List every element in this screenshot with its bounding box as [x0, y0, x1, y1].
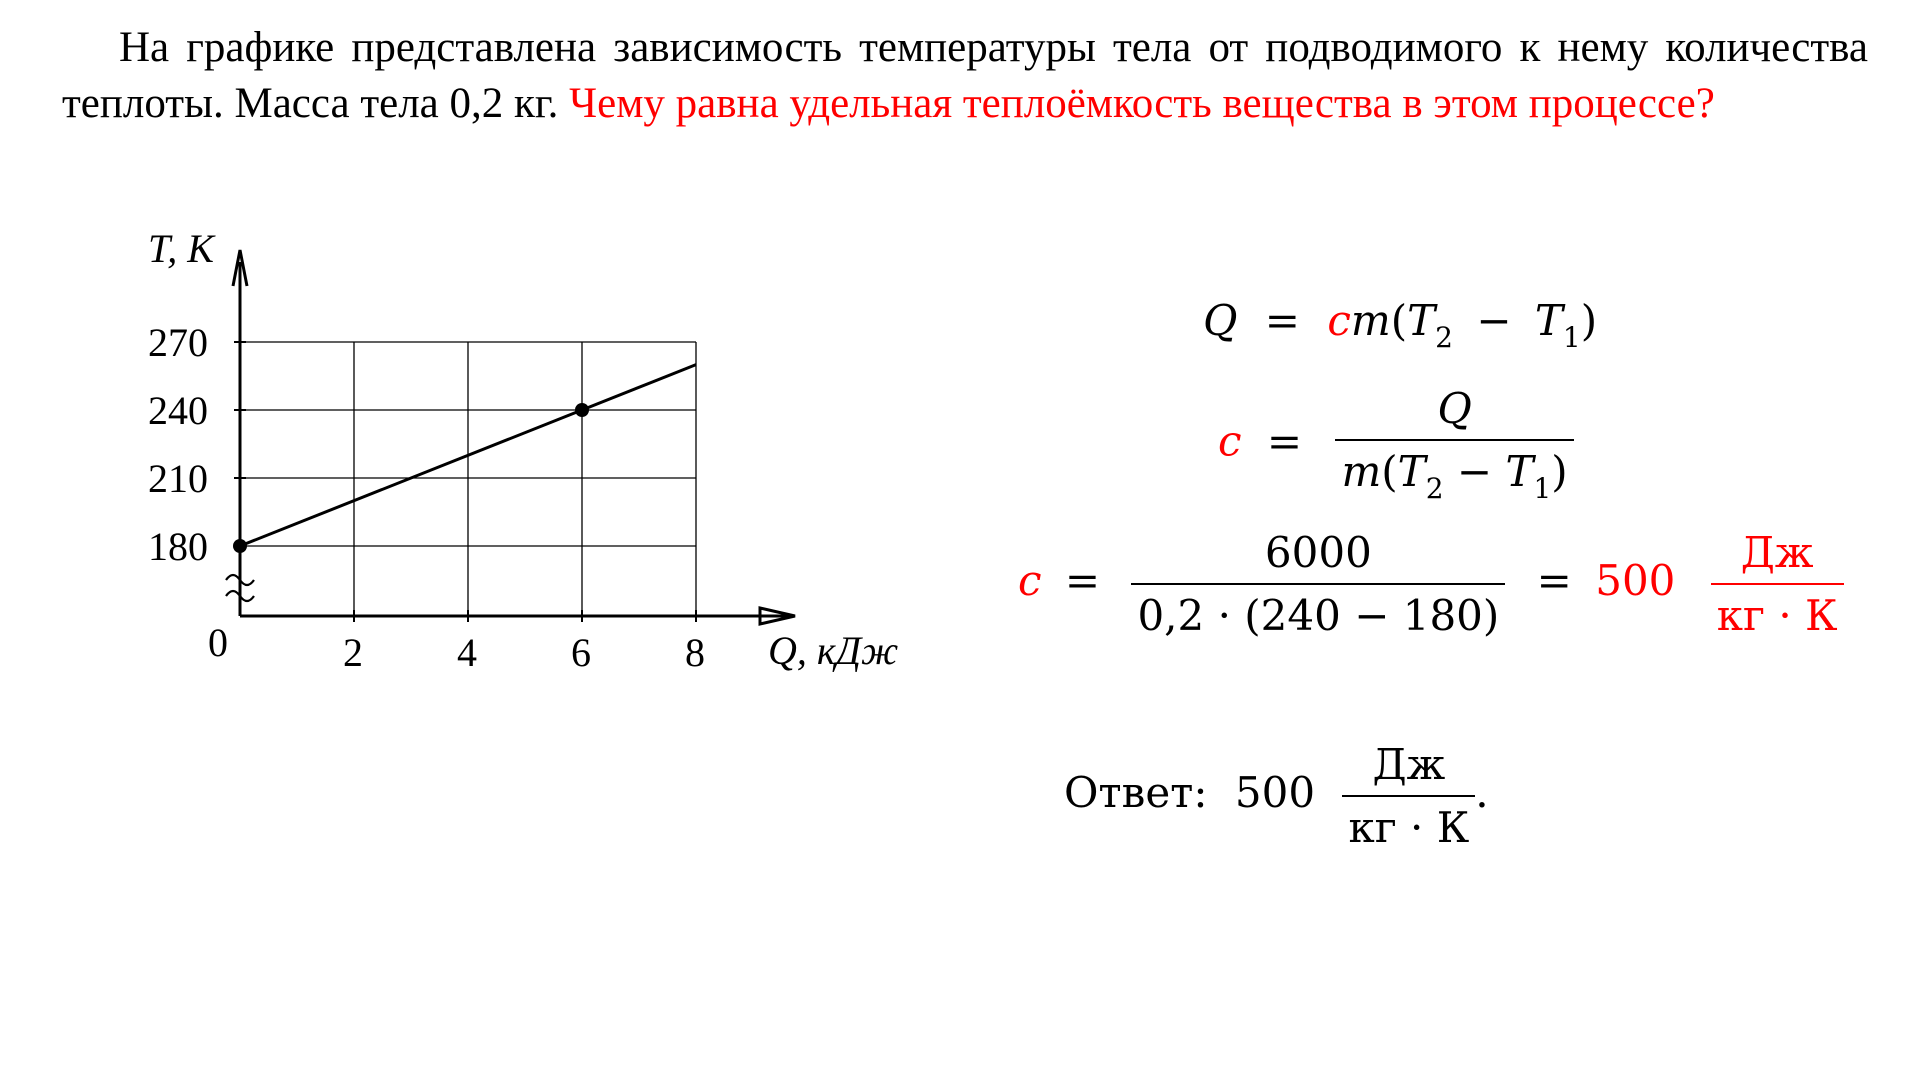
formula-t1: T	[1534, 296, 1563, 345]
answer-value: 500	[1234, 768, 1316, 817]
y-tick-label: 180	[148, 524, 208, 569]
formula-q: Q	[1203, 296, 1238, 345]
formula-c-numeric	[1018, 528, 1852, 640]
y-tick-label: 240	[148, 388, 208, 433]
formula2-fraction	[1335, 384, 1573, 505]
formula2-c: c	[1218, 416, 1242, 466]
formula-t2-sub: 2	[1435, 321, 1453, 354]
formula-minus: −	[1476, 296, 1512, 345]
formula-rparen: )	[1580, 296, 1598, 345]
formula-c: c	[1327, 296, 1351, 345]
x-tick-label: 2	[343, 630, 363, 675]
formula3-numerator: 6000	[1264, 528, 1372, 577]
formula2-den-t1: T	[1505, 447, 1534, 496]
temperature-heat-chart	[0, 0, 960, 700]
chart-ticks	[148, 320, 705, 675]
data-point	[575, 403, 589, 417]
x-tick-label: 6	[571, 630, 591, 675]
formula3-fraction	[1131, 528, 1505, 640]
formula2-den-rparen: )	[1551, 447, 1568, 496]
answer-unit-num: Дж	[1372, 740, 1446, 789]
x-tick-label: 8	[685, 630, 705, 675]
formula-t1-sub: 1	[1562, 321, 1581, 354]
chart-series	[233, 365, 696, 553]
data-point	[233, 539, 247, 553]
formula2-den-m: m	[1341, 447, 1382, 496]
origin-label: 0	[208, 620, 228, 665]
formula3-equals: =	[1064, 556, 1101, 605]
formula-equals: =	[1264, 296, 1300, 345]
answer-unit-den: кг · К	[1342, 795, 1475, 852]
formula-m: m	[1350, 296, 1391, 345]
formula-heat	[1203, 296, 1597, 354]
answer-label: Ответ:	[1064, 768, 1208, 817]
formula2-den-t2-sub: 2	[1425, 472, 1444, 505]
formula3-unit-num: Дж	[1740, 528, 1814, 577]
formula3-unit-den: кг · К	[1711, 583, 1844, 640]
formula2-numerator: Q	[1437, 384, 1472, 433]
formula3-c: c	[1018, 556, 1042, 605]
formula3-unit	[1711, 528, 1844, 640]
y-axis-title: T, К	[148, 226, 214, 271]
formula3-result: 500	[1595, 556, 1676, 605]
formula2-den-lparen: (	[1381, 447, 1398, 496]
formula2-den-t1-sub: 1	[1533, 472, 1552, 505]
formula-t2: T	[1407, 296, 1436, 345]
formula3-equals-2: =	[1536, 556, 1572, 605]
formula3-denominator: 0,2 · (240 − 180)	[1131, 583, 1505, 640]
formula2-den-t2: T	[1397, 447, 1426, 496]
formula2-denominator	[1335, 439, 1573, 505]
formula-lparen: (	[1390, 296, 1408, 345]
answer-period: .	[1475, 768, 1489, 817]
formula2-equals: =	[1266, 416, 1303, 466]
answer-unit	[1342, 740, 1475, 852]
problem-question: Чему равна удельная теплоёмкость вещества в этом процессе?	[569, 80, 1715, 127]
x-tick-label: 4	[457, 630, 477, 675]
answer-line	[1064, 740, 1489, 852]
formula2-den-minus: −	[1456, 447, 1493, 496]
y-tick-label: 210	[148, 456, 208, 501]
y-tick-label: 270	[148, 320, 208, 365]
x-axis-title: Q, кДж	[768, 628, 899, 673]
problem-statement: На графике представлена зависимость температуры тела от подводимого к нему количества теплоты. Масса тела 0,2 кг.	[62, 24, 1868, 127]
chart-grid	[240, 342, 696, 616]
formula-c-derived	[1218, 384, 1582, 505]
